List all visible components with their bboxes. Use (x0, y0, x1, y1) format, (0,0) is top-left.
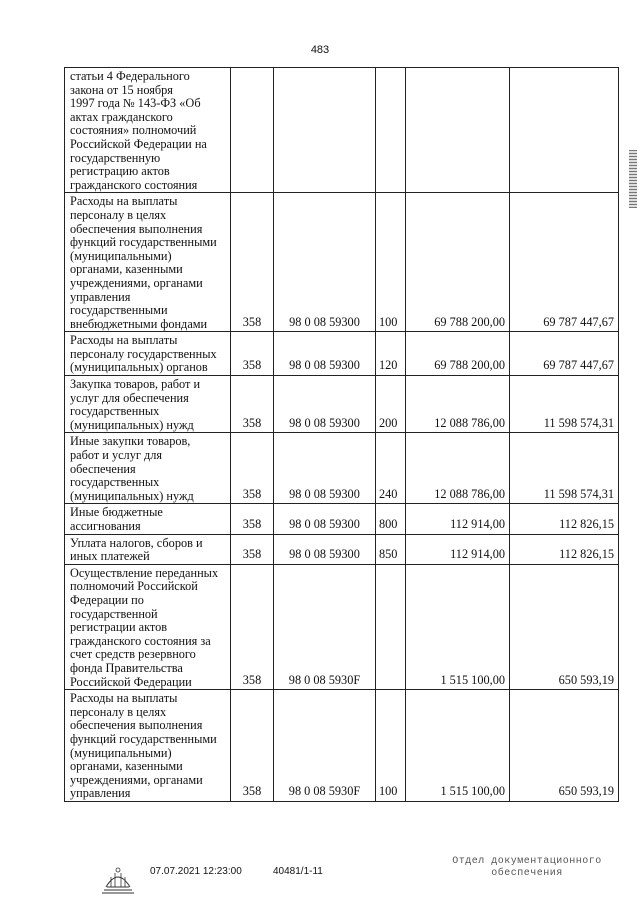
cell-planned-amount: 69 788 200,00 (406, 332, 510, 376)
description-line: работ и услуг для (70, 448, 163, 463)
description-line: услуг для обеспечения (70, 390, 189, 405)
description-line: органами, казенными (70, 759, 183, 774)
cell-executed-amount: 11 598 574,31 (510, 376, 619, 433)
cell-target-article (274, 68, 376, 193)
description-line: (муниципальными) (70, 745, 172, 760)
cell-executed-amount: 112 826,15 (510, 504, 619, 534)
cell-target-article: 98 0 08 59300 (274, 376, 376, 433)
description-line: иных платежей (70, 549, 150, 564)
description-line: управления (70, 786, 131, 801)
description-line: статьи 4 Федерального (70, 69, 190, 83)
cell-expense-type: 100 (376, 690, 406, 802)
description-line: функций государственными (70, 235, 217, 250)
cell-expense-type: 800 (376, 504, 406, 534)
cell-expense-type (376, 68, 406, 193)
description-line: регистрацию актов (70, 164, 170, 179)
description-line: Закупка товаров, работ и (70, 377, 201, 392)
description-line: внебюджетными фондами (70, 316, 208, 331)
description-line: Расходы на выплаты (70, 691, 178, 706)
description-line: фонда Правительства (70, 660, 183, 675)
cell-department-code: 358 (231, 332, 274, 376)
description-line: Осуществление переданных (70, 565, 219, 580)
description-line: актах гражданского (70, 109, 173, 124)
cell-department-code: 358 (231, 376, 274, 433)
description-line: Расходы на выплаты (70, 194, 178, 209)
table-row (65, 690, 619, 802)
cell-department-code: 358 (231, 534, 274, 564)
description-line: обеспечения выполнения (70, 221, 203, 236)
description-line: Расходы на выплаты (70, 333, 178, 348)
description-line: персоналу государственных (70, 346, 217, 361)
table-row (65, 68, 619, 193)
cell-description (65, 433, 231, 504)
cell-target-article: 98 0 08 59300 (274, 534, 376, 564)
cell-target-article: 98 0 08 59300 (274, 433, 376, 504)
description-line: Иные бюджетные (70, 505, 163, 520)
registration-number: 40481/1-11 (273, 866, 323, 877)
page-number: 483 (310, 44, 330, 56)
cell-planned-amount: 1 515 100,00 (406, 564, 510, 689)
cell-description (65, 690, 231, 802)
description-line: Российской Федерации на (70, 136, 207, 151)
cell-expense-type (376, 564, 406, 689)
cell-planned-amount: 1 515 100,00 (406, 690, 510, 802)
description-line: органами, казенными (70, 262, 183, 277)
cell-executed-amount: 69 787 447,67 (510, 193, 619, 332)
description-line: государственной (70, 606, 158, 621)
cell-planned-amount: 12 088 786,00 (406, 376, 510, 433)
cell-executed-amount: 650 593,19 (510, 690, 619, 802)
cell-executed-amount: 69 787 447,67 (510, 332, 619, 376)
cell-expense-type: 100 (376, 193, 406, 332)
cell-expense-type: 120 (376, 332, 406, 376)
department-stamp (452, 856, 602, 880)
table-row (65, 534, 619, 564)
description-line: учреждениями, органами (70, 772, 203, 787)
cell-description (65, 68, 231, 193)
cell-department-code: 358 (231, 504, 274, 534)
registration-timestamp: 07.07.2021 12:23:00 (150, 866, 242, 877)
description-line: Уплата налогов, сборов и (70, 535, 203, 550)
cell-target-article: 98 0 08 59300 (274, 504, 376, 534)
description-line: закона от 15 ноября (70, 82, 173, 97)
description-line: обеспечения (70, 461, 136, 476)
cell-department-code: 358 (231, 690, 274, 802)
cell-department-code: 358 (231, 193, 274, 332)
cell-description (65, 376, 231, 433)
description-line: (муниципальных) нужд (70, 417, 194, 432)
table-row (65, 564, 619, 689)
cell-department-code (231, 68, 274, 193)
budget-table-body (65, 68, 619, 802)
description-line: (муниципальными) (70, 248, 172, 263)
cell-planned-amount: 12 088 786,00 (406, 433, 510, 504)
cell-planned-amount: 112 914,00 (406, 534, 510, 564)
cell-planned-amount: 112 914,00 (406, 504, 510, 534)
cell-description (65, 332, 231, 376)
description-line: Иные закупки товаров, (70, 434, 191, 449)
description-line: гражданского состояния (70, 177, 198, 192)
description-line: обеспечения выполнения (70, 718, 203, 733)
description-line: государственную (70, 150, 161, 165)
table-row (65, 193, 619, 332)
budget-table (64, 67, 619, 802)
description-line: управления (70, 289, 131, 304)
description-line: (муниципальных) нужд (70, 488, 194, 503)
description-line: государственных (70, 404, 160, 419)
table-row (65, 433, 619, 504)
cell-description (65, 534, 231, 564)
margin-scan-mark (629, 150, 637, 208)
description-line: состояния» полномочий (70, 123, 197, 138)
department-stamp-line: обеспечения (491, 868, 563, 879)
cell-target-article: 98 0 08 59300 (274, 193, 376, 332)
description-line: учреждениями, органами (70, 275, 203, 290)
department-stamp-line: Отдел документационного (452, 856, 602, 867)
cell-department-code: 358 (231, 433, 274, 504)
description-line: ассигнования (70, 519, 141, 533)
cell-executed-amount: 11 598 574,31 (510, 433, 619, 504)
description-line: государственных (70, 475, 160, 490)
cell-expense-type: 200 (376, 376, 406, 433)
description-line: функций государственными (70, 731, 217, 746)
description-line: государственными (70, 303, 168, 318)
cell-description (65, 564, 231, 689)
cell-planned-amount: 69 788 200,00 (406, 193, 510, 332)
cell-department-code: 358 (231, 564, 274, 689)
cell-executed-amount (510, 68, 619, 193)
description-line: Российской Федерации (70, 674, 192, 689)
description-line: персоналу в целях (70, 704, 167, 719)
registry-seal-icon (96, 863, 140, 897)
cell-expense-type: 240 (376, 433, 406, 504)
description-line: счет средств резервного (70, 647, 196, 662)
cell-executed-amount: 650 593,19 (510, 564, 619, 689)
table-row (65, 376, 619, 433)
page-footer (0, 856, 640, 900)
description-line: (муниципальных) органов (70, 360, 208, 375)
description-line: персоналу в целях (70, 207, 167, 222)
cell-target-article: 98 0 08 5930F (274, 564, 376, 689)
description-line: полномочий Российской (70, 579, 198, 594)
table-row (65, 504, 619, 534)
description-line: гражданского состояния за (70, 633, 211, 648)
cell-expense-type: 850 (376, 534, 406, 564)
description-line: Федерации по (70, 592, 144, 607)
cell-description (65, 504, 231, 534)
description-line: регистрации актов (70, 620, 168, 635)
cell-target-article: 98 0 08 59300 (274, 332, 376, 376)
table-row (65, 332, 619, 376)
cell-target-article: 98 0 08 5930F (274, 690, 376, 802)
cell-description (65, 193, 231, 332)
description-line: 1997 года № 143-ФЗ «Об (70, 96, 201, 111)
cell-executed-amount: 112 826,15 (510, 534, 619, 564)
cell-planned-amount (406, 68, 510, 193)
